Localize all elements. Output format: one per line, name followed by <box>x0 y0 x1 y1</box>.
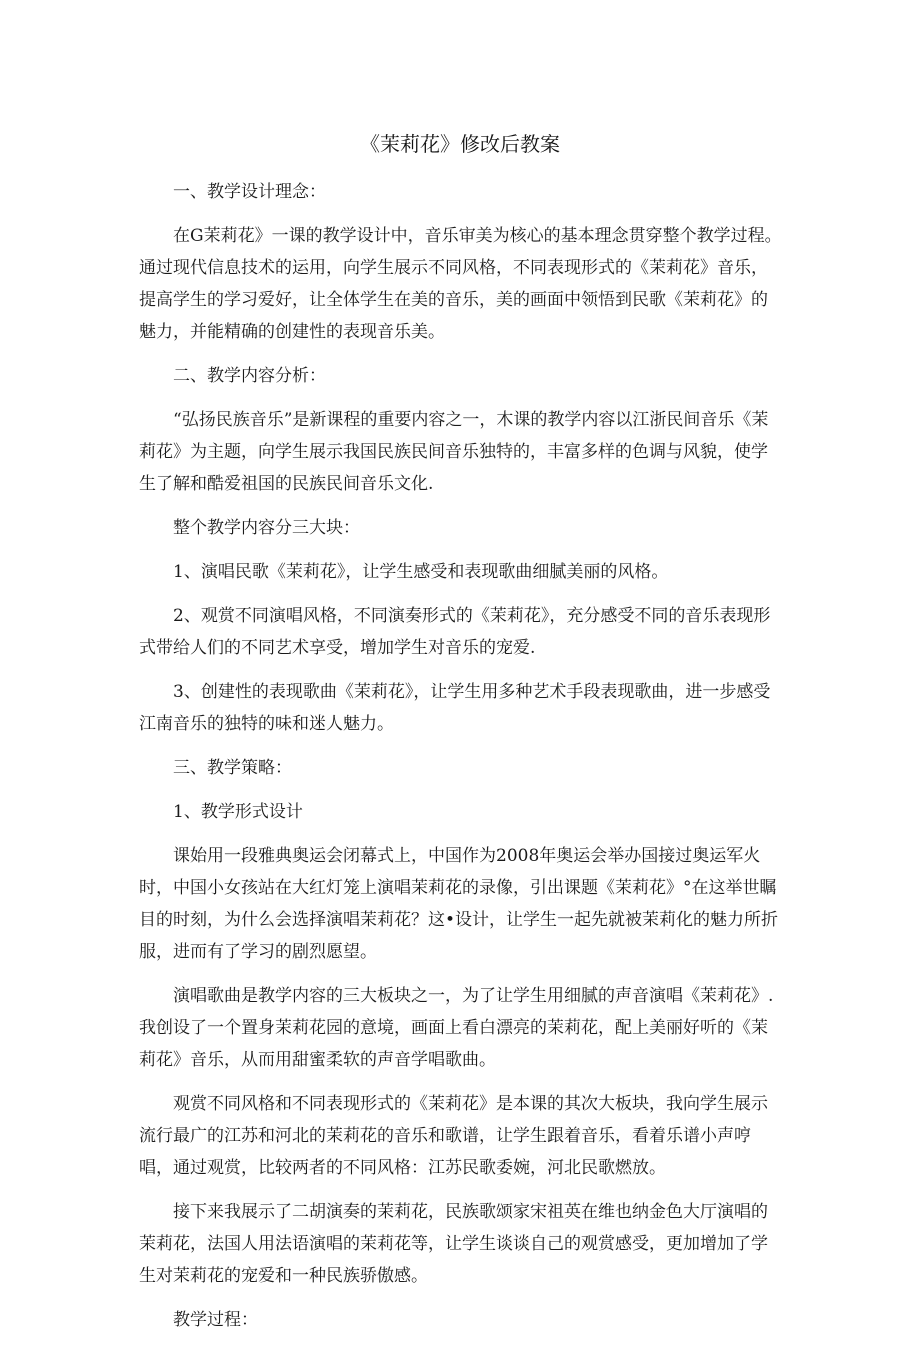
paragraph-singing: 演唱歌曲是教学内容的三大板块之一，为了让学生用细腻的声音演唱《茉莉花》.我创设了一个置身茉莉花园的意境，画面上看白漂亮的茉莉花，配上美丽好听的《茉莉花》音乐，从而用甜蜜柔软的声音学唱歌曲。 <box>139 986 774 1070</box>
list-item-block-3: 3、创建性的表现歌曲《茉莉花》，让学生用多种艺术手段表现歌曲，进一步感受江南音乐的独特的味和迷人魅力。 <box>139 682 771 734</box>
paragraph-design-philosophy: 在G茉莉花》一课的教学设计中，音乐审美为核心的基本理念贯穿整个教学过程。通过现代信息技术的运用，向学生展示不同风格，不同表现形式的《茉莉花》音乐，提高学生的学习爱好，让全体学生在美的音乐，美的画面中领悟到民歌《茉莉花》的魅力，并能精确的创建性的表现音乐美。 <box>139 226 782 342</box>
subheading-teaching-form: 1、教学形式设计 <box>173 802 303 822</box>
list-item-block-2: 2、观赏不同演唱风格，不同演奏形式的《茉莉花》，充分感受不同的音乐表现形式带给人们的不同艺术享受，增加学生对音乐的宠爱. <box>139 606 771 658</box>
paragraph-performances: 接下来我展示了二胡演奏的茉莉花，民族歌颂家宋祖英在维也纳金色大厅演唱的茉莉花，法国人用法语演唱的茉莉花等，让学生谈谈自己的观赏感受，更加增加了学生对茉莉花的宠爱和一种民族骄傲感。 <box>139 1202 768 1286</box>
document-body <box>139 176 784 1348</box>
paragraph-content-analysis: “弘扬民族音乐”是新课程的重要内容之一，木课的教学内容以江浙民间音乐《茉莉花》为主题，向学生展示我国民族民间音乐独特的，丰富多样的色调与风貌，使学生了解和酷爱祖国的民族民间音乐文化. <box>139 410 769 494</box>
paragraph-content-blocks-intro: 整个教学内容分三大块： <box>173 518 360 538</box>
section-heading-content-analysis: 二、教学内容分析： <box>173 366 326 386</box>
document-title: 《茉莉花》修改后教案 <box>360 132 560 156</box>
paragraph-appreciation: 观赏不同风格和不同表现形式的《茉莉花》是本课的其次大板块，我向学生展示流行最广的江苏和河北的茉莉花的音乐和歌谱，让学生跟着音乐，看着乐谱小声哼唱，通过观赏，比较两者的不同风格：江苏民歌委婉，河北民歌燃放。 <box>139 1094 768 1178</box>
section-heading-strategy: 三、教学策略： <box>173 758 292 778</box>
section-heading-design-philosophy: 一、教学设计理念： <box>173 182 326 202</box>
paragraph-olympic-intro: 课始用一段雅典奥运会闭幕式上，中国作为2008年奥运会举办国接过奥运军火时，中国小女孩站在大红灯笼上演唱茉莉花的录像，引出课题《茉莉花》°在这举世瞩目的时刻，为什么会选择演唱茉莉花？这•设计，让学生一起先就被茉莉化的魅力所折服，进而有了学习的剧烈愿望。 <box>139 846 779 962</box>
list-item-block-1: 1、演唱民歌《茉莉花》，让学生感受和表现歌曲细腻美丽的风格。 <box>173 562 669 582</box>
section-heading-process: 教学过程： <box>173 1310 258 1330</box>
